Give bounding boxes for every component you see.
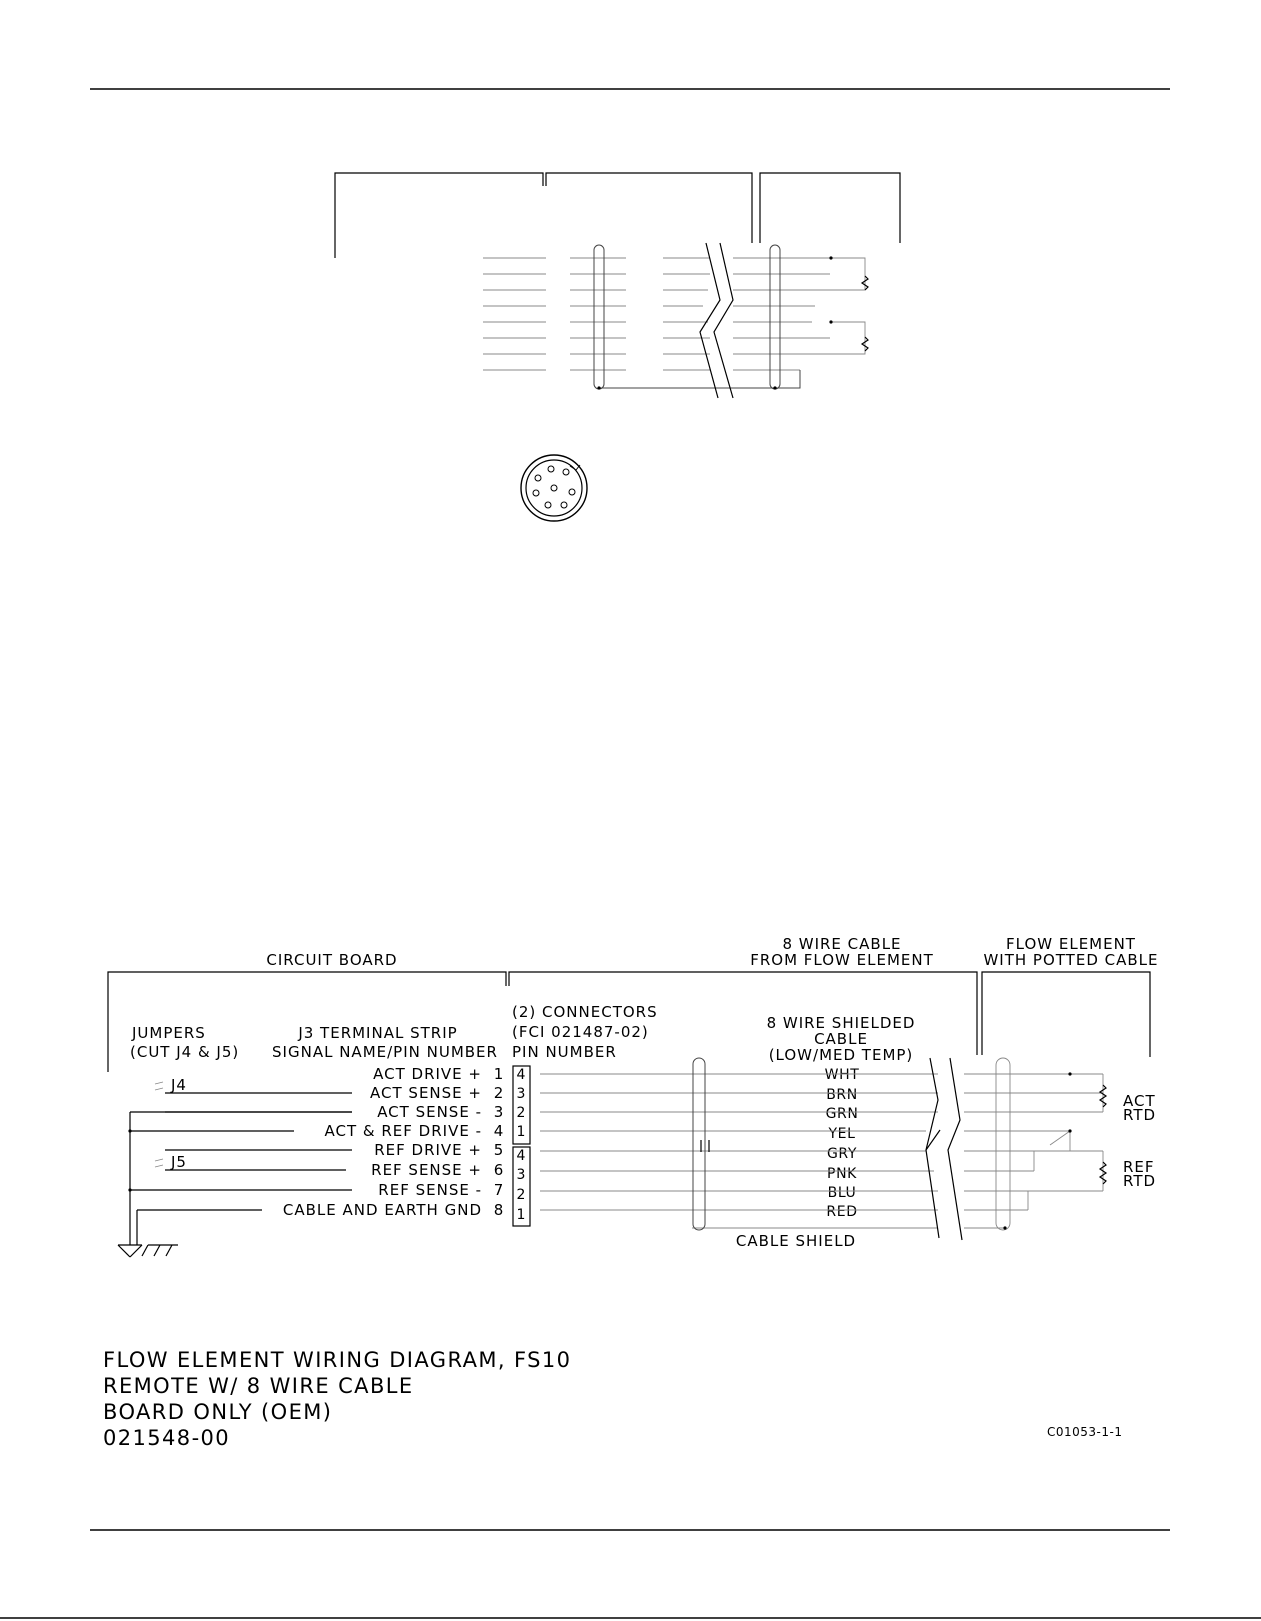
connector-pin: 4 (516, 1067, 526, 1083)
jumpers-header-line2: (CUT J4 & J5) (130, 1043, 240, 1061)
signal-pin: 5 (493, 1141, 505, 1159)
connector-pin: 4 (516, 1148, 526, 1164)
cable-shield-left (693, 1058, 705, 1230)
wire-color-label: BLU (827, 1185, 857, 1201)
jumper-j5-label: J5 (171, 1153, 187, 1171)
signal-name: REF SENSE - (378, 1181, 482, 1199)
signal-rows (283, 1065, 504, 1219)
caption-line: REMOTE W/ 8 WIRE CABLE (103, 1374, 414, 1398)
signal-pin: 4 (493, 1122, 505, 1140)
connectors-header-line3: PIN NUMBER (512, 1043, 617, 1061)
connector-pin: 2 (516, 1187, 526, 1203)
connector-pin: 3 (516, 1086, 526, 1102)
terminal-header-line2: SIGNAL NAME/PIN NUMBER (272, 1043, 498, 1061)
signal-pin: 8 (493, 1201, 505, 1219)
figure-code: C01053-1-1 (1047, 1425, 1123, 1439)
jumper-j4-label: J4 (171, 1076, 187, 1094)
act-rtd-label-line1: ACT (1123, 1092, 1156, 1110)
signal-pin: 7 (493, 1181, 505, 1199)
wire-color-label: GRN (825, 1106, 859, 1122)
cable-shield-right (996, 1058, 1010, 1230)
circuit-board-title: CIRCUIT BOARD (266, 951, 398, 969)
shielded-header-line2: CABLE (814, 1030, 868, 1048)
jumpers-header-line1: JUMPERS (132, 1024, 206, 1042)
ground-icon (118, 1245, 142, 1257)
terminal-header-line1: J3 TERMINAL STRIP (298, 1024, 458, 1042)
wire-color-label: PNK (827, 1166, 857, 1182)
connector-pin-boxes (513, 1066, 530, 1226)
diagram-caption (103, 1348, 571, 1450)
wire-color-label: GRY (826, 1146, 858, 1162)
cable-title-line1: 8 WIRE CABLE (782, 935, 902, 953)
jumper-j4-icon (155, 1082, 163, 1090)
signal-pin: 3 (493, 1103, 505, 1121)
act-rtd-label-line2: RTD (1123, 1106, 1157, 1124)
connectors-header-line2: (FCI 021487-02) (512, 1023, 649, 1041)
connectors-header-line1: (2) CONNECTORS (512, 1003, 658, 1021)
shielded-header-line3: (LOW/MED TEMP) (768, 1046, 914, 1064)
signal-name: ACT & REF DRIVE - (324, 1122, 482, 1140)
cable-shield-label: CABLE SHIELD (735, 1232, 857, 1250)
signal-pin: 6 (493, 1161, 505, 1179)
ref-rtd-label-line1: REF (1123, 1158, 1155, 1176)
upper-diagram (335, 173, 900, 398)
element-title-line1: FLOW ELEMENT (1006, 935, 1136, 953)
caption-line: BOARD ONLY (OEM) (103, 1400, 333, 1424)
signal-name: ACT SENSE + (370, 1084, 482, 1102)
element-bracket (982, 972, 1150, 1057)
signal-name: REF DRIVE + (374, 1141, 482, 1159)
board-wiring (130, 1093, 352, 1245)
element-title-line2: WITH POTTED CABLE (983, 951, 1159, 969)
connector-pin: 1 (516, 1124, 526, 1140)
caption-line: 021548-00 (103, 1426, 231, 1450)
wire-color-label: YEL (828, 1126, 856, 1142)
shielded-header-line1: 8 WIRE SHIELDED (766, 1014, 916, 1032)
signal-name: ACT DRIVE + (373, 1065, 482, 1083)
connector-pinout-icon (521, 455, 587, 521)
jumper-j5-icon (155, 1159, 163, 1167)
wire-color-label: BRN (826, 1087, 858, 1103)
signal-name: REF SENSE + (371, 1161, 482, 1179)
signal-pin: 1 (493, 1065, 505, 1083)
ref-rtd-label-line2: RTD (1123, 1172, 1157, 1190)
cable-wires (540, 1074, 1103, 1228)
chassis-ground-icon (142, 1245, 178, 1256)
wire-colors (825, 1067, 860, 1220)
connector-pin: 2 (516, 1105, 526, 1121)
connector-pin: 1 (516, 1207, 526, 1223)
cable-title-line2: FROM FLOW ELEMENT (750, 951, 934, 969)
signal-name: ACT SENSE - (377, 1103, 482, 1121)
signal-pin: 2 (493, 1084, 505, 1102)
connector-pin: 3 (516, 1167, 526, 1183)
caption-line: FLOW ELEMENT WIRING DIAGRAM, FS10 (103, 1348, 572, 1372)
signal-name: CABLE AND EARTH GND (282, 1201, 482, 1219)
wire-color-label: RED (826, 1204, 858, 1220)
wire-color-label: WHT (824, 1067, 860, 1083)
